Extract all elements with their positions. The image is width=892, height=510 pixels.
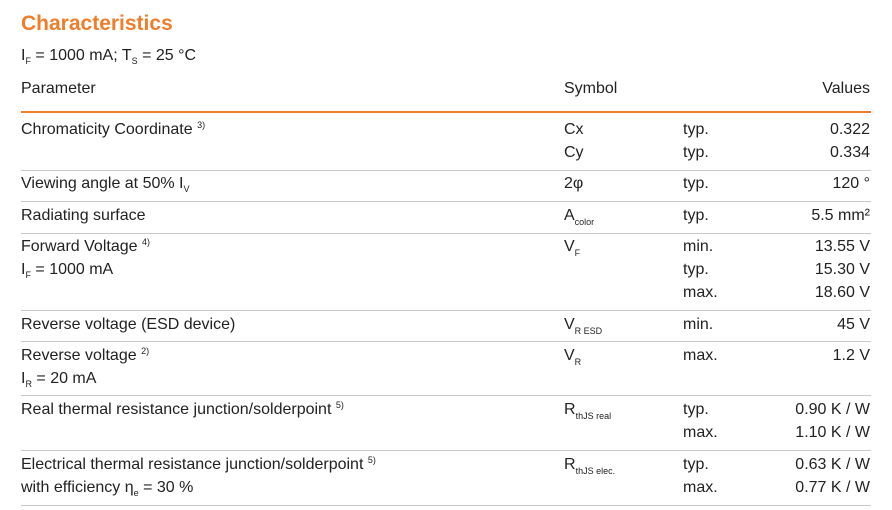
parameter-subscript: V [183, 184, 190, 194]
symbol-text: $V_R$ [564, 347, 582, 367]
value-text: 15.30 V [814, 261, 870, 278]
parameter-name: Forward Voltage $^{4)}$ [21, 237, 150, 255]
symbol-text: 2φ [564, 175, 584, 192]
value-cell [720, 118, 870, 164]
condition-subscript: e [133, 488, 139, 498]
parameter-name: Radiating surface [21, 207, 146, 224]
qualifier-text: max. [683, 347, 718, 364]
header-symbol: Symbol [564, 80, 618, 97]
value-text: 0.322 [829, 121, 870, 138]
parameter-cell [21, 453, 561, 499]
value-text: 45 V [837, 316, 870, 333]
value-text: 0.90 K / W [795, 401, 870, 418]
value-text: 120 ° [832, 175, 870, 192]
if-value: = 1000 mA; T [30, 47, 132, 64]
value-text: 0.334 [829, 144, 870, 161]
value-cell [720, 344, 870, 367]
row-divider [21, 201, 871, 202]
symbol-text: $R_{thJS elec.}$ [564, 456, 616, 476]
value-cell [720, 204, 870, 227]
symbol-subscript: thJS real [575, 411, 612, 421]
qualifier-text: typ. [683, 121, 709, 138]
parameter-cell [21, 118, 561, 141]
ts-subscript: S [131, 56, 138, 66]
symbol-subscript: R [574, 357, 582, 367]
symbol-cell [564, 344, 674, 374]
row-divider [21, 395, 871, 396]
header-parameter: Parameter [21, 80, 96, 97]
value-text: 1.10 K / W [795, 424, 870, 441]
qualifier-text: typ. [683, 456, 709, 473]
qualifier-text: typ. [683, 261, 709, 278]
symbol-text: Cy [564, 144, 584, 161]
row-divider [21, 341, 871, 342]
value-text: 1.2 V [832, 347, 870, 364]
qualifier-text: max. [683, 424, 718, 441]
value-text: 18.60 V [814, 284, 870, 301]
parameter-cell [21, 313, 561, 336]
parameter-name: Chromaticity Coordinate $^{3)}$ [21, 120, 206, 138]
parameter-cell [21, 172, 561, 195]
parameter-name: Reverse voltage (ESD device) [21, 316, 236, 333]
parameter-condition: with efficiency $\eta_e = 30$ % [21, 479, 194, 498]
symbol-subscript: F [574, 248, 581, 258]
parameter-cell [21, 398, 561, 421]
symbol-cell [564, 398, 674, 428]
parameter-condition: $I_R = 20$ mA [21, 370, 97, 389]
value-cell [720, 398, 870, 444]
footnote-ref: 5) [335, 400, 344, 410]
value-cell [720, 235, 870, 304]
value-cell [720, 453, 870, 499]
condition-subscript: R [25, 379, 32, 389]
parameter-name: Reverse voltage $^{2)}$ [21, 346, 150, 364]
row-divider [21, 505, 871, 506]
parameter-name: Viewing angle at 50% $I_V$ [21, 175, 190, 194]
symbol-text: $R_{thJS real}$ [564, 401, 612, 421]
footnote-ref: 5) [367, 455, 376, 465]
section-title: Characteristics [21, 12, 173, 35]
qualifier-text: max. [683, 479, 718, 496]
parameter-cell [21, 344, 561, 390]
test-conditions [21, 47, 196, 65]
value-text: 0.77 K / W [795, 479, 870, 496]
symbol-cell [564, 172, 674, 195]
qualifier-text: min. [683, 238, 714, 255]
footnote-ref: 3) [197, 120, 206, 130]
symbol-subscript: thJS elec. [575, 466, 616, 476]
symbol-cell [564, 313, 674, 343]
header-divider [21, 111, 871, 113]
qualifier-text: typ. [683, 207, 709, 224]
symbol-cell [564, 453, 674, 483]
qualifier-text: typ. [683, 144, 709, 161]
qualifier-text: max. [683, 284, 718, 301]
if-subscript: F [25, 56, 31, 66]
value-text: 0.63 K / W [795, 456, 870, 473]
footnote-ref: 4) [141, 237, 150, 247]
parameter-condition: $I_F = 1000$ mA [21, 261, 114, 280]
value-text: 13.55 V [814, 238, 870, 255]
qualifier-text: typ. [683, 401, 709, 418]
value-text: 5.5 mm² [811, 207, 870, 224]
symbol-text: $V_{R ESD}$ [564, 316, 603, 336]
parameter-cell [21, 204, 561, 227]
qualifier-text: min. [683, 316, 714, 333]
ts-value: = 25 °C [137, 47, 197, 64]
header-values: Values [822, 80, 870, 97]
symbol-text: $V_F$ [564, 238, 581, 258]
qualifier-text: typ. [683, 175, 709, 192]
symbol-text: Cx [564, 121, 584, 138]
row-divider [21, 170, 871, 171]
symbol-cell [564, 204, 674, 234]
value-cell [720, 313, 870, 336]
parameter-name: Electrical thermal resistance junction/solderpoint $^{5)}$ [21, 455, 376, 473]
parameter-name: Real thermal resistance junction/solderpoint $^{5)}$ [21, 400, 344, 418]
symbol-subscript: color [574, 217, 595, 227]
symbol-cell [564, 118, 674, 164]
parameter-cell [21, 235, 561, 281]
if-symbol: I [21, 47, 26, 64]
row-divider [21, 450, 871, 451]
condition-subscript: F [25, 270, 31, 280]
symbol-text: $A_{color}$ [564, 207, 595, 227]
footnote-ref: 2) [141, 346, 150, 356]
symbol-subscript: R ESD [574, 326, 603, 336]
value-cell [720, 172, 870, 195]
symbol-cell [564, 235, 674, 265]
row-divider [21, 233, 871, 234]
row-divider [21, 310, 871, 311]
